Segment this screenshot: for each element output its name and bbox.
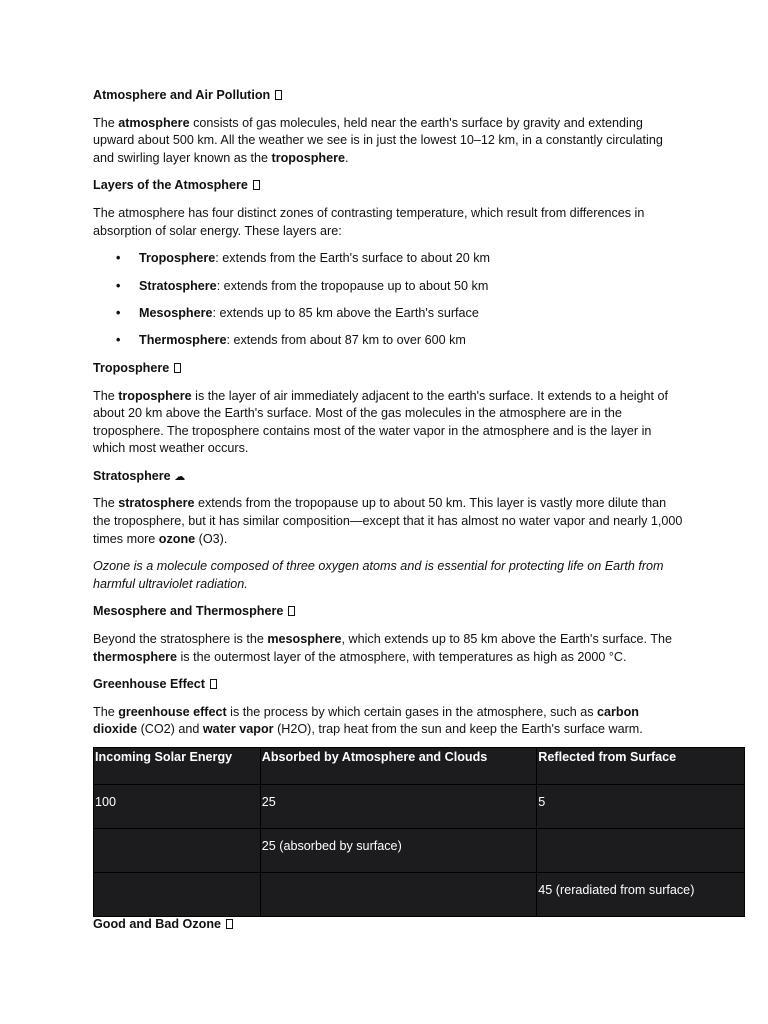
ozone-note: Ozone is a molecule composed of three oxygen atoms and is essential for protecting life on Earth from harmful ultraviolet radiation. [93,559,664,591]
troposphere-paragraph: The troposphere is the layer of air immediately adjacent to the earth's surface. It extends to a height of about 20 km above the Earth's surface. Most of the gas molecules in the atmosphere are in the troposphere. The troposphere contains most of the water vapor in the atmosphere and is the layer in which most weather occurs. [93,388,669,456]
ozone-heading: Good and Bad Ozone [93,916,233,934]
stratosphere-paragraph: The stratosphere extends from the tropopause up to about 50 km. This layer is vastly more dilute than the troposphere, but it has similar composition—except that it has almost no water vapor and nearly 1,000 times more ozone (O3). [93,496,683,546]
stratosphere-heading: Stratosphere ☁ [93,468,683,486]
table-header-cell: Absorbed by Atmosphere and Clouds [260,748,537,785]
table-row [94,829,745,873]
list-item: • Thermosphere: extends from about 87 km to over 600 km [139,332,683,350]
greenhouse-paragraph: The greenhouse effect is the process by which certain gases in the atmosphere, such as carbon dioxide (CO2) and water vapor (H2O), trap heat from the sun and keep the Earth's surface warm. [93,704,643,737]
table-cell: 100 [94,785,261,829]
table-cell [94,873,261,917]
document-title: Atmosphere and Air Pollution [93,87,683,105]
table-cell: 45 (reradiated from surface) [537,873,745,917]
table-header-cell: Incoming Solar Energy [94,748,261,785]
intro-paragraph: The atmosphere consists of gas molecules, held near the earth's surface by gravity and extending upward about 500 km. All the weather we see is in just the lowest 10–12 km, in a constantly circulating and swirling layer known as the troposphere. [93,115,663,165]
troposphere-heading: Troposphere [93,360,683,378]
meso-thermo-heading: Mesosphere and Thermosphere [93,603,683,621]
layers-list [93,250,683,350]
meso-thermo-paragraph: Beyond the stratosphere is the mesosphere, which extends up to 85 km above the Earth's surface. The thermosphere is the outermost layer of the atmosphere, with temperatures as high as 2000 °C. [93,632,673,664]
missing-glyph-icon [275,90,282,100]
table-header-cell: Reflected from Surface [537,748,745,785]
list-item: • Mesosphere: extends up to 85 km above the Earth's surface [139,305,683,323]
greenhouse-heading: Greenhouse Effect [93,676,683,694]
missing-glyph-icon [174,363,181,373]
table-row [94,873,745,917]
table-cell: 25 [260,785,537,829]
table-cell [537,829,745,873]
table-cell [260,873,537,917]
table-header-row [94,748,745,785]
missing-glyph-icon [288,606,295,616]
table-row [94,785,745,829]
list-item: • Stratosphere: extends from the tropopause up to about 50 km [139,278,683,296]
table-cell [94,829,261,873]
layers-heading: Layers of the Atmosphere [93,177,683,195]
table-cell: 5 [537,785,745,829]
table-cell: 25 (absorbed by surface) [260,829,537,873]
layers-paragraph: The atmosphere has four distinct zones of contrasting temperature, which result from differences in absorption of solar energy. These layers are: [93,205,645,238]
cloud-icon: ☁ [174,469,186,483]
missing-glyph-icon [253,180,260,190]
energy-table [93,747,745,917]
document-body [93,87,683,749]
list-item: • Troposphere: extends from the Earth's surface to about 20 km [139,250,683,268]
missing-glyph-icon [226,919,233,929]
missing-glyph-icon [210,679,217,689]
